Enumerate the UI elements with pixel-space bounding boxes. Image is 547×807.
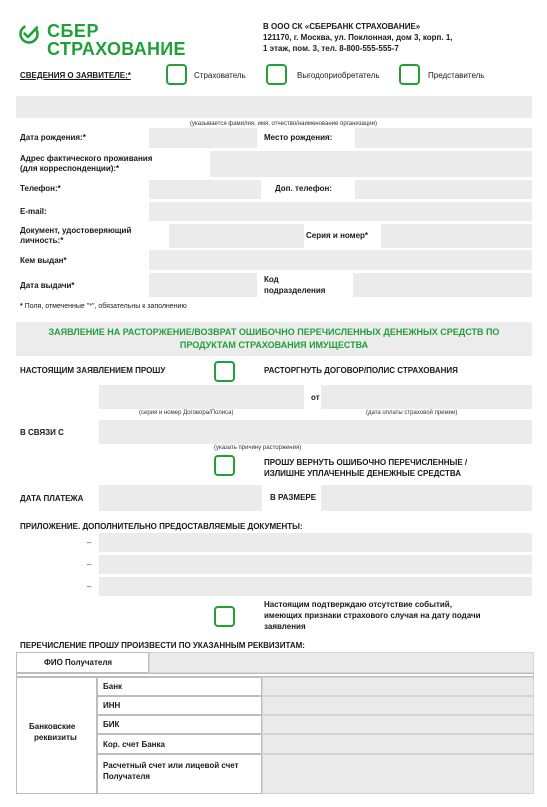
recipient-field[interactable] <box>149 652 534 673</box>
refund-label-line2: ИЗЛИШНЕ УПЛАЧЕННЫЕ ДЕНЕЖНЫЕ СРЕДСТВА <box>264 469 462 478</box>
confirm-text-line3: заявления <box>264 622 306 631</box>
refund-label-line1: ПРОШУ ВЕРНУТЬ ОШИБОЧНО ПЕРЕЧИСЛЕННЫЕ / <box>264 458 468 467</box>
birth-date-field[interactable] <box>149 128 257 148</box>
required-note-star: * <box>20 303 23 310</box>
address-field[interactable] <box>210 151 532 177</box>
reason-caption: (указать причину расторжения) <box>214 445 302 451</box>
from-label: от <box>311 393 320 402</box>
extra-phone-label: Доп. телефон: <box>275 184 333 193</box>
attachment-dash-2: – <box>87 560 92 569</box>
recipient-label: ФИО Получателя <box>44 658 113 667</box>
checkbox-refund[interactable] <box>214 455 235 476</box>
confirm-text-line2: имеющих признаки страхового случая на дату подачи <box>264 611 481 620</box>
premium-caption: (дата оплаты страховой премии) <box>366 410 458 416</box>
inn-field[interactable] <box>262 696 534 715</box>
company-line1: В ООО СК «СБЕРБАНК СТРАХОВАНИЕ» <box>263 22 421 31</box>
email-field[interactable] <box>149 202 532 221</box>
company-line2: 121170, г. Москва, ул. Поклонная, дом 3, корп. 1, <box>263 33 453 42</box>
bank-details-label-line1: Банковские <box>29 722 76 731</box>
logo-line1: СБЕР <box>47 21 99 41</box>
address-label-line2: (для корреспонденции):* <box>20 164 120 173</box>
inn-label-cell <box>97 696 262 715</box>
confirm-text-line1: Настоящим подтверждаю отсутствие событий, <box>264 600 452 609</box>
payment-date-label: ДАТА ПЛАТЕЖА <box>20 494 84 503</box>
attachment-dash-3: – <box>87 582 92 591</box>
bank-field[interactable] <box>262 677 534 696</box>
checkbox-confirm[interactable] <box>214 606 235 627</box>
amount-label: В РАЗМЕРЕ <box>270 493 317 502</box>
bik-label-cell <box>97 715 262 734</box>
email-label: E-mail: <box>20 207 47 216</box>
payment-date-field[interactable] <box>99 485 262 511</box>
role-beneficiary-label: Выгодоприобретатель <box>297 71 380 80</box>
applicant-name-field[interactable] <box>16 96 532 118</box>
statement-title-line1: ЗАЯВЛЕНИЕ НА РАСТОРЖЕНИЕ/ВОЗВРАТ ОШИБОЧНО ПЕРЕЧИСЛЕННЫХ ДЕНЕЖНЫХ СРЕДСТВ ПО <box>48 327 500 337</box>
account-label-line2: Получателя <box>103 772 151 781</box>
policy-number-field[interactable] <box>99 385 304 409</box>
account-label-line1: Расчетный счет или лицевой счет <box>103 761 239 770</box>
issue-date-label: Дата выдачи* <box>20 281 75 290</box>
role-insurer-label: Страхователь <box>194 71 246 80</box>
phone-field[interactable] <box>149 180 261 199</box>
applicant-name-caption: (указывается фамилия, имя, отчество/наименование организации) <box>190 121 378 127</box>
series-label: Серия и номер* <box>306 231 369 240</box>
bik-field[interactable] <box>262 715 534 734</box>
code-field[interactable] <box>353 273 532 297</box>
logo-line2: СТРАХОВАНИЕ <box>47 39 186 59</box>
bik-label: БИК <box>103 720 120 729</box>
company-address <box>263 21 533 54</box>
id-doc-field[interactable] <box>169 224 304 248</box>
sber-logo-icon <box>18 23 40 45</box>
birth-date-label: Дата рождения:* <box>20 133 86 142</box>
attachment-field-3[interactable] <box>99 577 532 596</box>
checkbox-beneficiary[interactable] <box>266 64 287 85</box>
issued-by-label: Кем выдан* <box>20 256 67 265</box>
checkbox-insurer[interactable] <box>166 64 187 85</box>
attachment-field-2[interactable] <box>99 555 532 574</box>
amount-field[interactable] <box>321 485 532 511</box>
issued-by-field[interactable] <box>149 250 532 270</box>
code-label-line2: подразделения <box>264 286 326 295</box>
attachment-dash-1: – <box>87 538 92 547</box>
applicant-heading: СВЕДЕНИЯ О ЗАЯВИТЕЛЕ:* <box>20 71 131 80</box>
checkbox-terminate[interactable] <box>214 361 235 382</box>
role-representative-label: Представитель <box>428 71 485 80</box>
due-to-label: В СВЯЗИ С <box>20 428 64 437</box>
logo <box>18 22 208 60</box>
id-doc-label-line2: личность:* <box>20 236 64 245</box>
address-label-line1: Адрес фактического проживания <box>20 154 153 163</box>
company-line3: 1 этаж, пом. 3, тел. 8-800-555-555-7 <box>263 44 399 53</box>
phone-label: Телефон:* <box>20 184 61 193</box>
checkbox-representative[interactable] <box>399 64 420 85</box>
series-field[interactable] <box>381 224 532 248</box>
extra-phone-field[interactable] <box>355 180 532 199</box>
issue-date-field[interactable] <box>149 273 257 297</box>
corr-label: Кор. счет Банка <box>103 740 165 749</box>
premium-date-field[interactable] <box>321 385 532 409</box>
code-label-line1: Код <box>264 275 279 284</box>
policy-caption: (серия и номер Договора/Полиса) <box>139 410 234 416</box>
terminate-label: РАСТОРГНУТЬ ДОГОВОР/ПОЛИС СТРАХОВАНИЯ <box>264 366 458 375</box>
bank-label: Банк <box>103 682 123 691</box>
attachment-field-1[interactable] <box>99 533 532 552</box>
birth-place-label: Место рождения: <box>264 133 333 142</box>
birth-place-field[interactable] <box>355 128 532 148</box>
corr-field[interactable] <box>262 734 534 754</box>
inn-label: ИНН <box>103 701 121 710</box>
id-doc-label-line1: Документ, удостоверяющий <box>20 226 132 235</box>
bank-details-label-line2: реквизиты <box>34 733 77 742</box>
account-field[interactable] <box>262 754 534 794</box>
attachments-heading: ПРИЛОЖЕНИЕ. ДОПОЛНИТЕЛЬНО ПРЕДОСТАВЛЯЕМЫЕ ДОКУМЕНТЫ: <box>20 522 303 531</box>
reason-field[interactable] <box>99 420 532 444</box>
required-note-text: Поля, отмеченные "*", обязательны к заполнению <box>22 303 187 310</box>
request-label: НАСТОЯЩИМ ЗАЯВЛЕНИЕМ ПРОШУ <box>20 366 166 375</box>
statement-title-line2: ПРОДУКТАМ СТРАХОВАНИЯ ИМУЩЕСТВА <box>179 340 369 350</box>
required-note <box>20 302 187 311</box>
payment-heading: ПЕРЕЧИСЛЕНИЕ ПРОШУ ПРОИЗВЕСТИ ПО УКАЗАННЫМ РЕКВИЗИТАМ: <box>20 641 305 650</box>
